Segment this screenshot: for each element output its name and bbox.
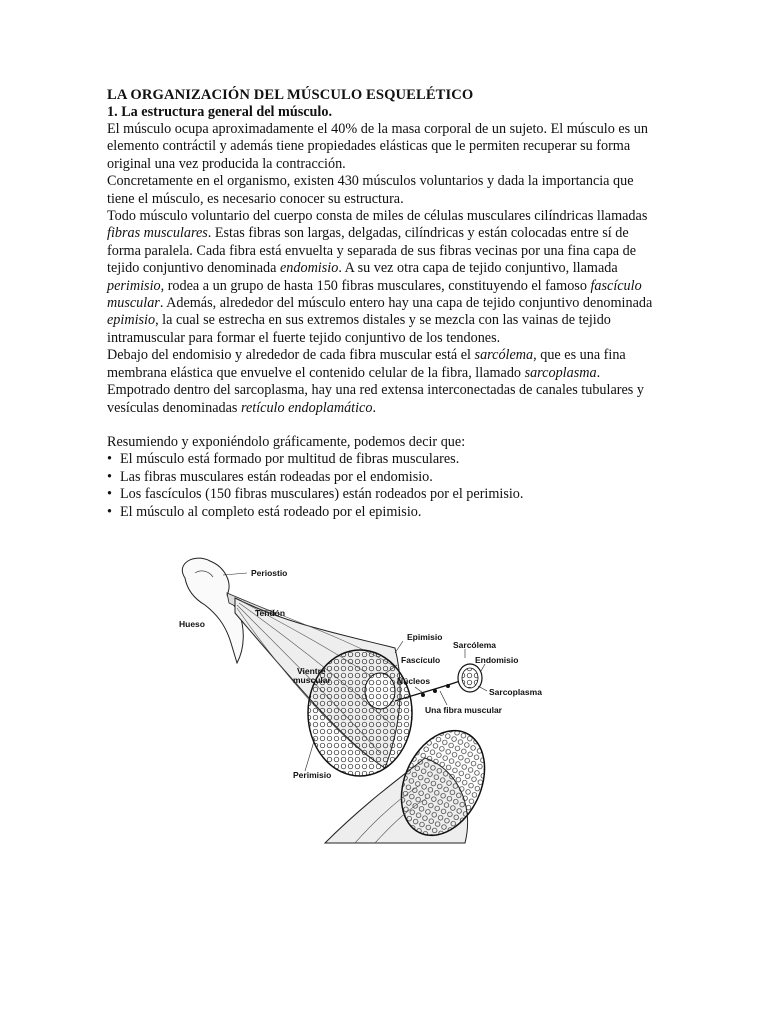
section-heading: 1. La estructura general del músculo. (107, 104, 333, 120)
label-nucleos: Núcleos (397, 676, 431, 686)
term-reticulo: retículo endoplamático (240, 399, 373, 416)
term-sarcoplasma: sarcoplasma (524, 364, 597, 381)
document-title: LA ORGANIZACIÓN DEL MÚSCULO ESQUELÉTICO (107, 87, 474, 103)
label-sarcoplasma: Sarcoplasma (489, 687, 542, 697)
label-perimisio: Perimisio (293, 770, 332, 780)
list-item: • El músculo al completo está rodeado por el epimisio. (107, 504, 662, 521)
term-sarcolema: sarcólema (474, 347, 534, 364)
summary-list (107, 451, 662, 521)
list-item: • Las fibras musculares están rodeadas por el endomisio. (107, 469, 662, 486)
label-muscular: muscular (293, 675, 331, 685)
paragraph-3: Todo músculo voluntario del cuerpo consta de miles de células musculares cilíndricas llamadas fibras musculares. Estas fibras son largas, delgadas, cilíndricas y están colocadas entre sí de forma paralela. Cada fibra está envuelta y separada de sus fibras vecinas por una fina capa de tejido conjuntivo denominada endomisio. A su vez otra capa de tejido conjuntivo, llamada perimisio, rodea a un grupo de hasta 150 fibras musculares, constituyendo el famoso fascículo muscular. Además, alrededor del músculo entero hay una capa de tejido conjuntivo denominada epimisio, la cual se estrecha en sus extremos distales y se mezcla con las vainas de tejido intramuscular para formar el fuerte tejido conjuntivo de los tendones. (107, 208, 653, 346)
paragraph-4: Debajo del endomisio y alrededor de cada fibra muscular está el sarcólema, que es una fina membrana elástica que envuelve el contenido celular de la fibra, llamado sarcoplasma. Empotrado dentro del sarcoplasma, hay una red extensa interconectadas de canales tubulares y vesículas denominadas retículo endoplamático. (107, 347, 644, 416)
muscle-structure-figure (165, 553, 542, 843)
label-epimisio: Epimisio (407, 632, 443, 642)
label-vientre: Vientre (297, 666, 326, 676)
paragraph-2: Concretamente en el organismo, existen 430 músculos voluntarios y dada la importancia que tiene el músculo, es necesario conocer su estructura. (107, 173, 634, 207)
label-endomisio: Endomisio (475, 655, 519, 665)
list-item: • El músculo está formado por multitud de fibras musculares. (107, 451, 662, 468)
term-perimisio: perimisio (107, 277, 161, 294)
term-fibras-musculares: fibras musculares (107, 225, 208, 242)
paragraph-1: El músculo ocupa aproximadamente el 40% de la masa corporal de un sujeto. El músculo es un elemento contráctil y además tiene propiedades elásticas que le permiten recuperar su forma original una vez producida la contracción. (107, 121, 648, 172)
label-periostio: Periostio (251, 568, 288, 578)
label-tendon: Tendón (255, 608, 286, 618)
label-hueso: Hueso (179, 619, 205, 629)
paragraph-summary: Resumiendo y exponiéndolo gráficamente, podemos decir que: (107, 433, 466, 450)
list-item: • Los fascículos (150 fibras musculares) están rodeados por el perimisio. (107, 486, 662, 503)
label-una-fibra: Una fibra muscular (425, 705, 502, 715)
term-epimisio: epimisio (107, 312, 156, 329)
muscle-diagram (165, 553, 542, 843)
label-fasciculo: Fascículo (401, 655, 441, 665)
term-endomisio: endomisio (279, 260, 339, 277)
document-page (107, 86, 662, 521)
label-sarcolema: Sarcólema (453, 640, 496, 650)
term-fasciculo-muscular: fascículo muscular (107, 277, 642, 312)
